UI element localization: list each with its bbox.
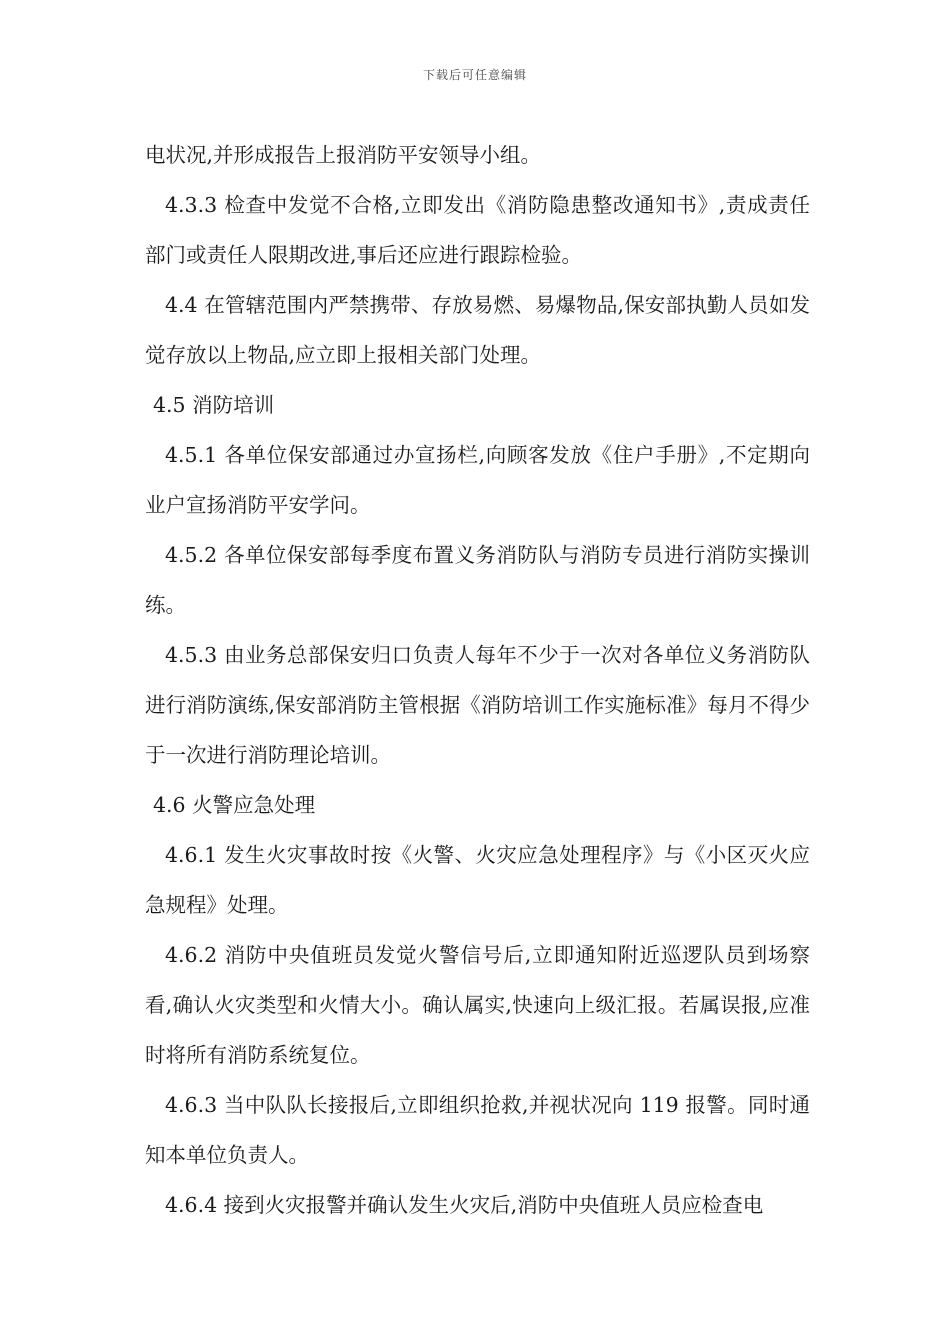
paragraph-4-6-4: 4.6.4 接到火灾报警并确认发生火灾后,消防中央值班人员应检查电 [165,1193,764,1217]
document-body [145,130,810,1230]
section-heading-4-5: 4.5 消防培训 [153,393,275,417]
paragraph-4-5-3: 4.5.3 由业务总部保安归口负责人每年不少于一次对各单位义务消防队进行消防演练,保安部消防主管根据《消防培训工作实施标准》每月不得少于一次进行消防理论培训。 [145,643,810,767]
section-heading-4-6: 4.6 火警应急处理 [153,793,316,817]
page-header: 下载后可任意编辑 [422,68,527,82]
paragraph-4-6-3: 4.6.3 当中队队长接报后,立即组织抢救,并视状况向 119 报警。同时通知本单位负责人。 [145,1093,810,1167]
paragraph-4-5-1: 4.5.1 各单位保安部通过办宣扬栏,向顾客发放《住户手册》,不定期向业户宣扬消防平安学问。 [145,443,810,517]
paragraph-4-3-3: 4.3.3 检查中发觉不合格,立即发出《消防隐患整改通知书》,责成责任部门或责任人限期改进,事后还应进行跟踪检验。 [145,193,810,267]
paragraph-4-6-1: 4.6.1 发生火灾事故时按《火警、火灾应急处理程序》与《小区灭火应急规程》处理。 [145,843,810,917]
paragraph-4-5-2: 4.5.2 各单位保安部每季度布置义务消防队与消防专员进行消防实操训练。 [145,543,810,617]
paragraph-4-6-2: 4.6.2 消防中央值班员发觉火警信号后,立即通知附近巡逻队员到场察看,确认火灾类型和火情大小。确认属实,快速向上级汇报。若属误报,应准时将所有消防系统复位。 [145,943,810,1067]
paragraph-4-4: 4.4 在管辖范围内严禁携带、存放易燃、易爆物品,保安部执勤人员如发觉存放以上物品,应立即上报相关部门处理。 [145,293,810,367]
paragraph-1: 电状况,并形成报告上报消防平安领导小组。 [145,143,542,167]
